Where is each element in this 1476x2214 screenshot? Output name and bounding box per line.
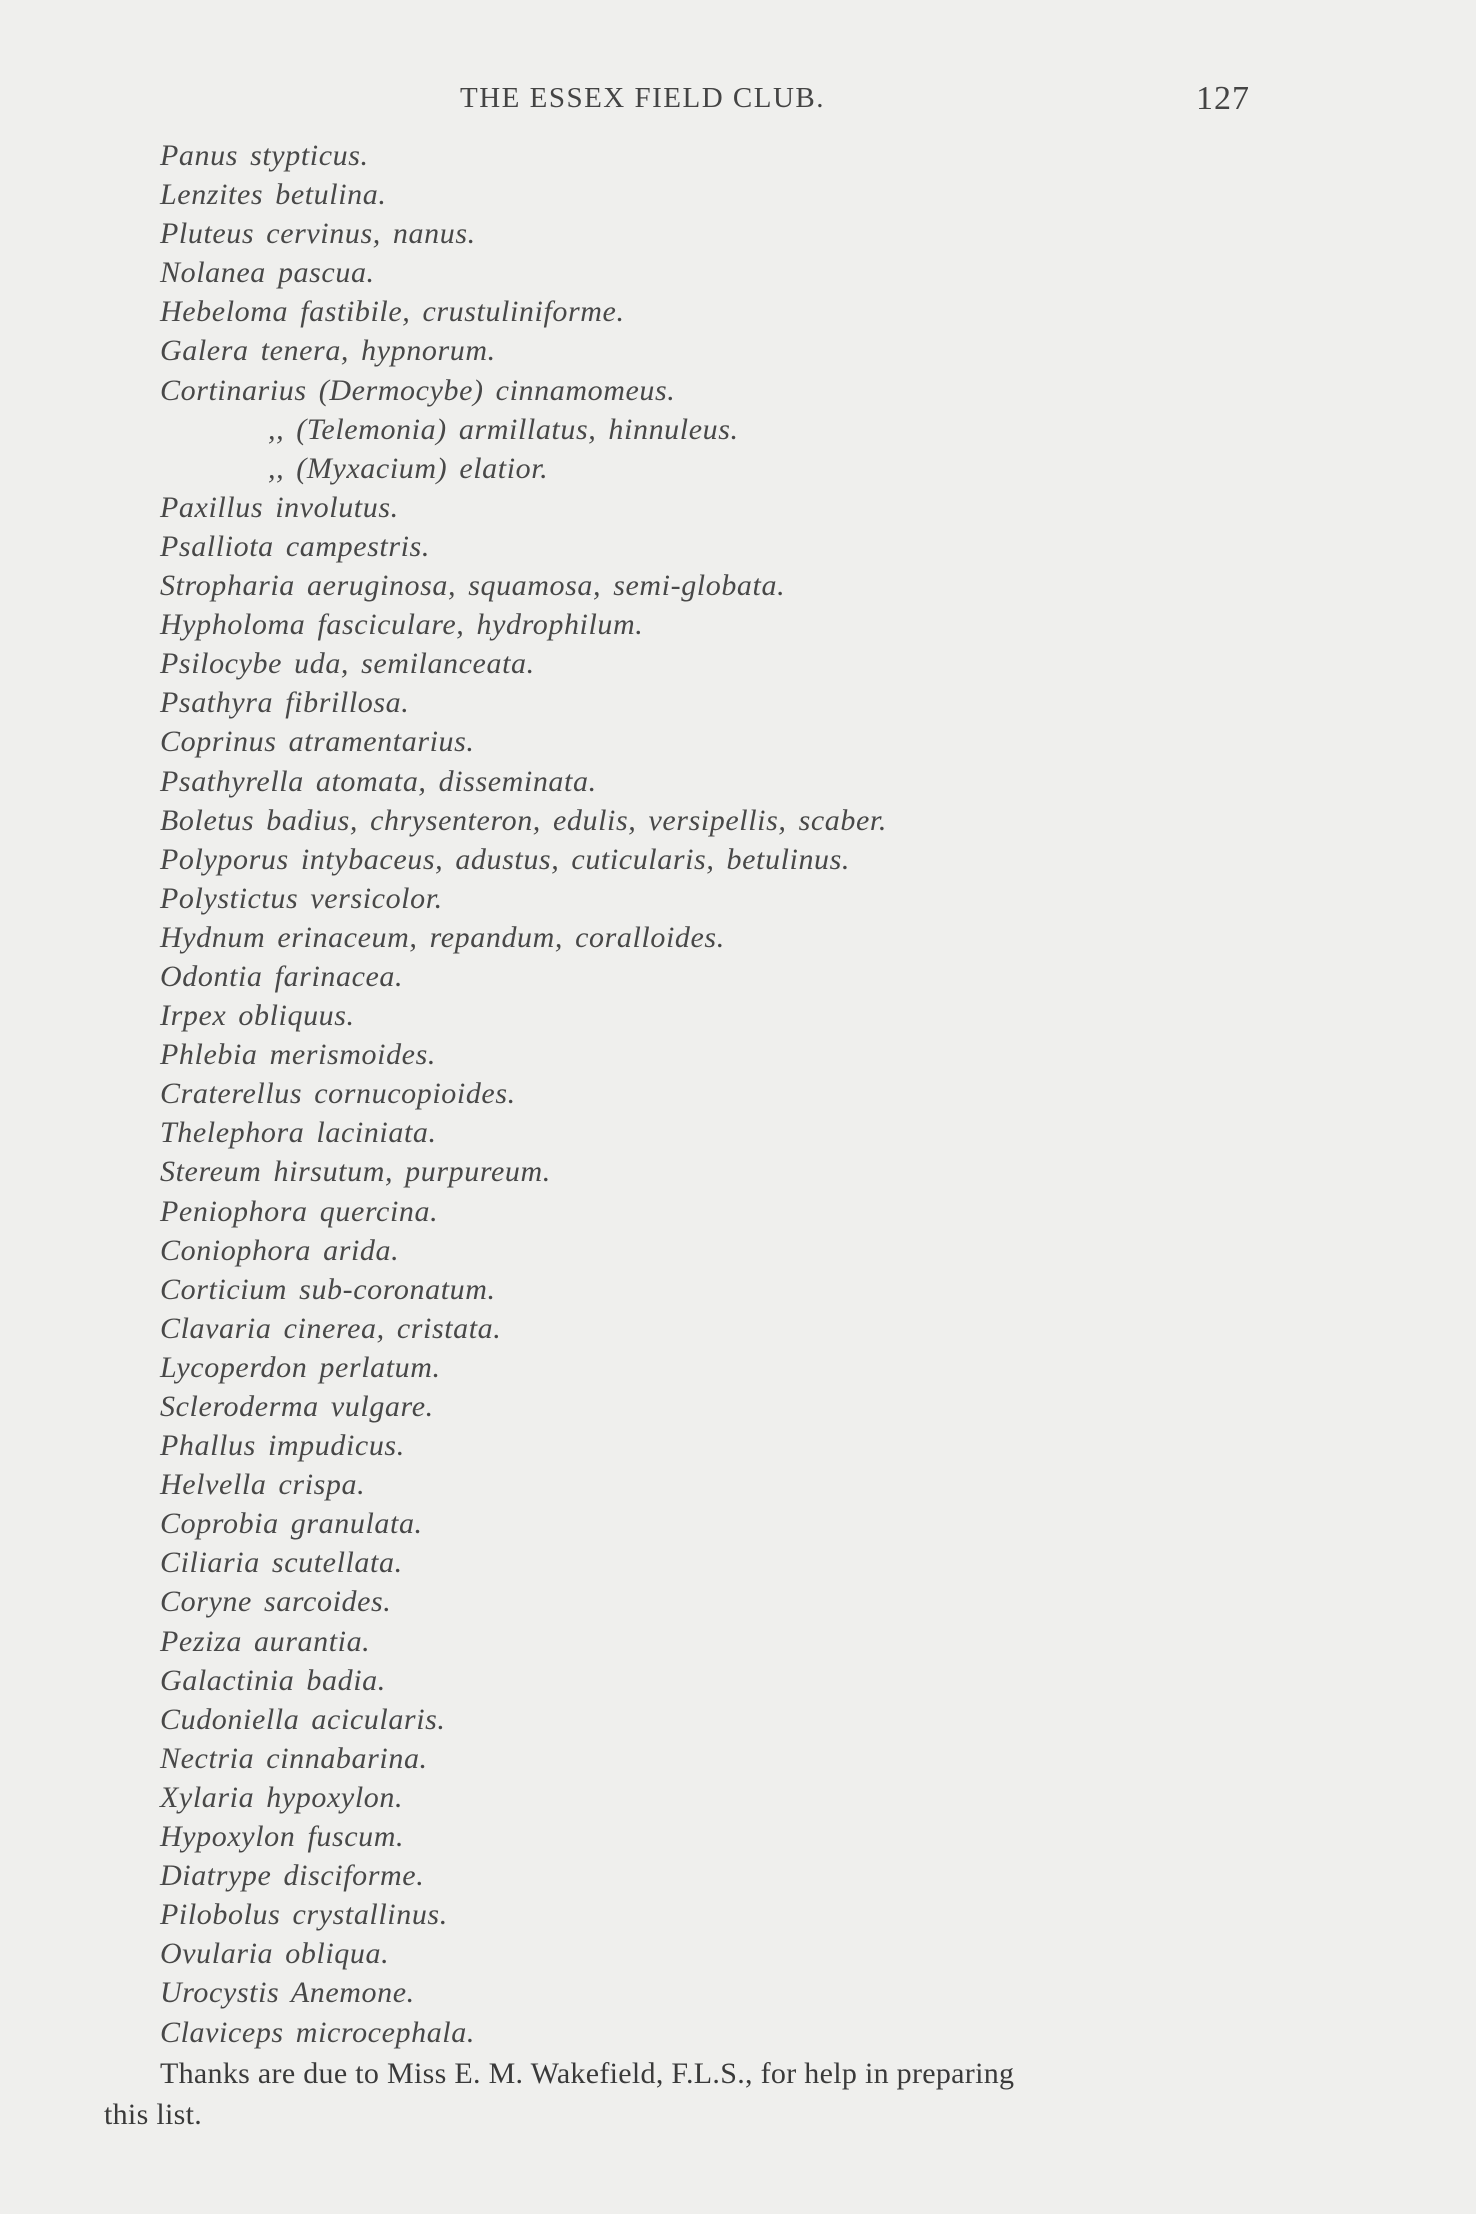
- species-entry: Ovularia obliqua.: [160, 1937, 390, 1971]
- species-entry: Lenzites betulina.: [160, 178, 387, 212]
- species-entry: Stropharia aeruginosa, squamosa, semi-globata.: [160, 569, 786, 603]
- species-entry: Pluteus cervinus, nanus.: [160, 217, 476, 251]
- species-entry: Psathyra fibrillosa.: [160, 686, 410, 720]
- species-entry: Xylaria hypoxylon.: [160, 1780, 404, 1814]
- species-entry: Craterellus cornucopioides.: [160, 1077, 516, 1111]
- species-entry: Claviceps microcephala.: [160, 2015, 475, 2049]
- species-entry: Peziza aurantia.: [160, 1624, 371, 1658]
- species-entry: Hypholoma fasciculare, hydrophilum.: [160, 608, 644, 642]
- species-entry: Irpex obliquus.: [160, 999, 355, 1033]
- species-entry: Paxillus involutus.: [160, 490, 399, 524]
- species-entry: Phlebia merismoides.: [160, 1038, 436, 1072]
- species-entry: Galera tenera, hypnorum.: [160, 334, 496, 368]
- species-entry: Scleroderma vulgare.: [160, 1390, 434, 1423]
- species-entry: Polyporus intybaceus, adustus, cuticularis, betulinus.: [160, 842, 851, 876]
- species-entry: Odontia farinacea.: [160, 959, 404, 993]
- species-entry: Nectria cinnabarina.: [160, 1741, 428, 1775]
- running-title: THE ESSEX FIELD CLUB.: [460, 82, 825, 114]
- species-entry: Boletus badius, chrysenteron, edulis, versipellis, scaber.: [160, 803, 887, 837]
- species-entry: Coprinus atramentarius.: [160, 725, 475, 759]
- species-entry: Corticium sub-coronatum.: [160, 1272, 496, 1306]
- species-entry: Stereum hirsutum, purpureum.: [160, 1155, 551, 1189]
- species-entry: Psathyrella atomata, disseminata.: [160, 764, 597, 798]
- species-entry: Coprobia granulata.: [160, 1507, 423, 1541]
- species-entry: Polystictus versicolor.: [160, 881, 443, 915]
- acknowledgement-line-1: Thanks are due to Miss E. M. Wakefield, F.L.S., for help in preparing: [160, 2057, 1015, 2090]
- species-entry: Urocystis Anemone.: [160, 1976, 415, 2010]
- species-entry: Hydnum erinaceum, repandum, coralloides.: [160, 920, 725, 954]
- species-entry: Peniophora quercina.: [160, 1194, 439, 1228]
- species-entry: Hypoxylon fuscum.: [160, 1820, 405, 1854]
- species-entry: Galactinia badia.: [160, 1663, 386, 1697]
- species-entry: Coryne sarcoides.: [160, 1585, 392, 1619]
- species-entry: Cudoniella acicularis.: [160, 1702, 446, 1736]
- acknowledgement-note: [104, 2053, 1264, 2135]
- species-entry: Ciliaria scutellata.: [160, 1546, 403, 1580]
- species-entry: Diatrype disciforme.: [160, 1859, 425, 1893]
- species-entry: Cortinarius (Dermocybe) cinnamomeus.: [160, 373, 676, 407]
- running-head: [0, 82, 1476, 122]
- species-entry: Pilobolus crystallinus.: [160, 1898, 448, 1932]
- acknowledgement-line-2: this list.: [104, 2098, 203, 2131]
- species-entry: Clavaria cinerea, cristata.: [160, 1311, 502, 1345]
- species-entry: Hebeloma fastibile, crustuliniforme.: [160, 295, 625, 329]
- species-entry: Psilocybe uda, semilanceata.: [160, 647, 535, 681]
- page-number: 127: [1196, 80, 1250, 117]
- species-entry: Nolanea pascua.: [160, 256, 375, 290]
- species-list: [160, 136, 1310, 2052]
- species-entry: Phallus impudicus.: [160, 1429, 405, 1463]
- species-entry: Psalliota campestris.: [160, 529, 430, 563]
- species-entry: Helvella crispa.: [160, 1468, 366, 1502]
- species-entry: ,, (Myxacium) elatior.: [268, 451, 549, 485]
- species-entry: Thelephora laciniata.: [160, 1116, 437, 1150]
- species-entry: ,, (Telemonia) armillatus, hinnuleus.: [268, 412, 739, 446]
- species-entry: Coniophora arida.: [160, 1233, 400, 1267]
- species-entry: Panus stypticus.: [160, 139, 369, 172]
- species-entry: Lycoperdon perlatum.: [160, 1350, 441, 1384]
